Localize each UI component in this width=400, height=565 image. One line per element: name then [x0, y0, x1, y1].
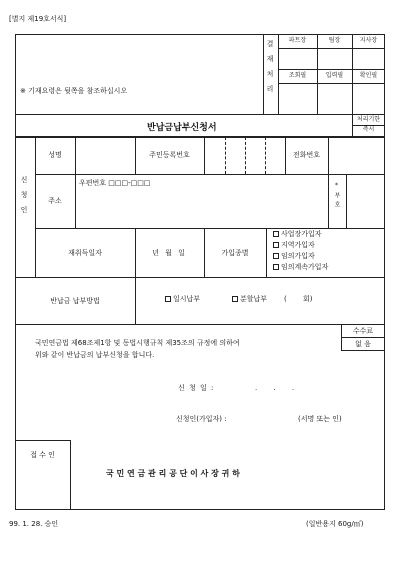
join-type-label: 가입종별 — [221, 248, 249, 257]
checkbox-icon — [232, 296, 238, 302]
paper-spec-footer: (일반용지 60g/㎡) — [306, 520, 364, 528]
applicant-sign-label: 신청인(가입자) : — [176, 415, 227, 423]
installment-option[interactable]: 분할납부 — [232, 296, 267, 303]
payment-method-label: 반납금 납부방법 — [50, 296, 100, 305]
name-label: 성명 — [48, 150, 62, 159]
reacq-date-label: 재취득일자 — [68, 248, 102, 257]
checkbox-icon — [273, 231, 279, 237]
symbol-value[interactable] — [347, 175, 384, 227]
installment-count[interactable]: ( 회) — [284, 295, 313, 303]
postal-code-label: 우편번호 □□□-□□□ — [79, 179, 151, 187]
phone-value[interactable] — [329, 138, 384, 172]
page-title: 반납금납부신청서 — [147, 123, 217, 133]
checkbox-icon — [273, 242, 279, 248]
join-type-option-4[interactable]: 임의계속가입자 — [273, 264, 328, 271]
phone-label: 전화번호 — [292, 150, 321, 159]
instruction-note: ※ 기재요령은 뒷쪽을 참조하십시오 — [20, 87, 128, 95]
reacq-date-value[interactable]: 년 월 일 — [152, 248, 187, 257]
approval-side-label: 결재처리 — [266, 40, 274, 100]
approval-col-1: 파트장 — [288, 37, 307, 44]
checkbox-icon — [273, 264, 279, 270]
name-value[interactable] — [76, 138, 135, 172]
receipt-stamp-label: 접 수 인 — [30, 451, 55, 459]
application-date-label: 신 청 일 : — [178, 384, 215, 392]
join-type-option-3[interactable]: 임의가입자 — [273, 253, 315, 260]
form-label: [별지 제19호서식] — [9, 15, 67, 23]
lump-sum-option[interactable]: 일시납부 — [165, 296, 200, 303]
declaration-line-1: 국민연금법 제68조제1항 및 동법시행규칙 제35조의 규정에 의하여 — [35, 339, 240, 347]
address-label: 주소 — [48, 197, 62, 205]
fee-value: 없 음 — [355, 340, 371, 348]
approval-check-2: 입력필 — [325, 72, 344, 79]
application-date-value[interactable]: . . . — [255, 384, 295, 392]
rrn-label: 주민등록번호 — [149, 150, 190, 159]
approval-col-2: 팀장 — [328, 37, 341, 44]
addressee: 국 민 연 금 관 리 공 단 이 사 장 귀 하 — [106, 469, 240, 478]
approval-check-1: 조회필 — [288, 72, 307, 79]
fee-label: 수수료 — [352, 327, 374, 335]
approval-col-3: 지사장 — [359, 37, 378, 44]
applicant-group-label: 신청인 — [20, 176, 28, 221]
signature-hint: (서명 또는 인) — [298, 415, 342, 423]
symbol-label: *부호 — [333, 182, 340, 210]
join-type-option-2[interactable]: 지역가입자 — [273, 242, 315, 249]
approval-date-footer: 99. 1. 28. 승인 — [9, 520, 59, 528]
processing-period-value: 즉시 — [362, 126, 375, 133]
processing-period-label: 처리기한 — [356, 116, 381, 123]
approval-check-3: 확인필 — [359, 72, 378, 79]
address-value[interactable] — [77, 192, 325, 226]
checkbox-icon — [165, 296, 171, 302]
declaration-line-2: 위와 같이 반납금의 납부신청을 합니다. — [35, 351, 155, 359]
checkbox-icon — [273, 253, 279, 259]
join-type-option-1[interactable]: 사업장가입자 — [273, 231, 322, 238]
